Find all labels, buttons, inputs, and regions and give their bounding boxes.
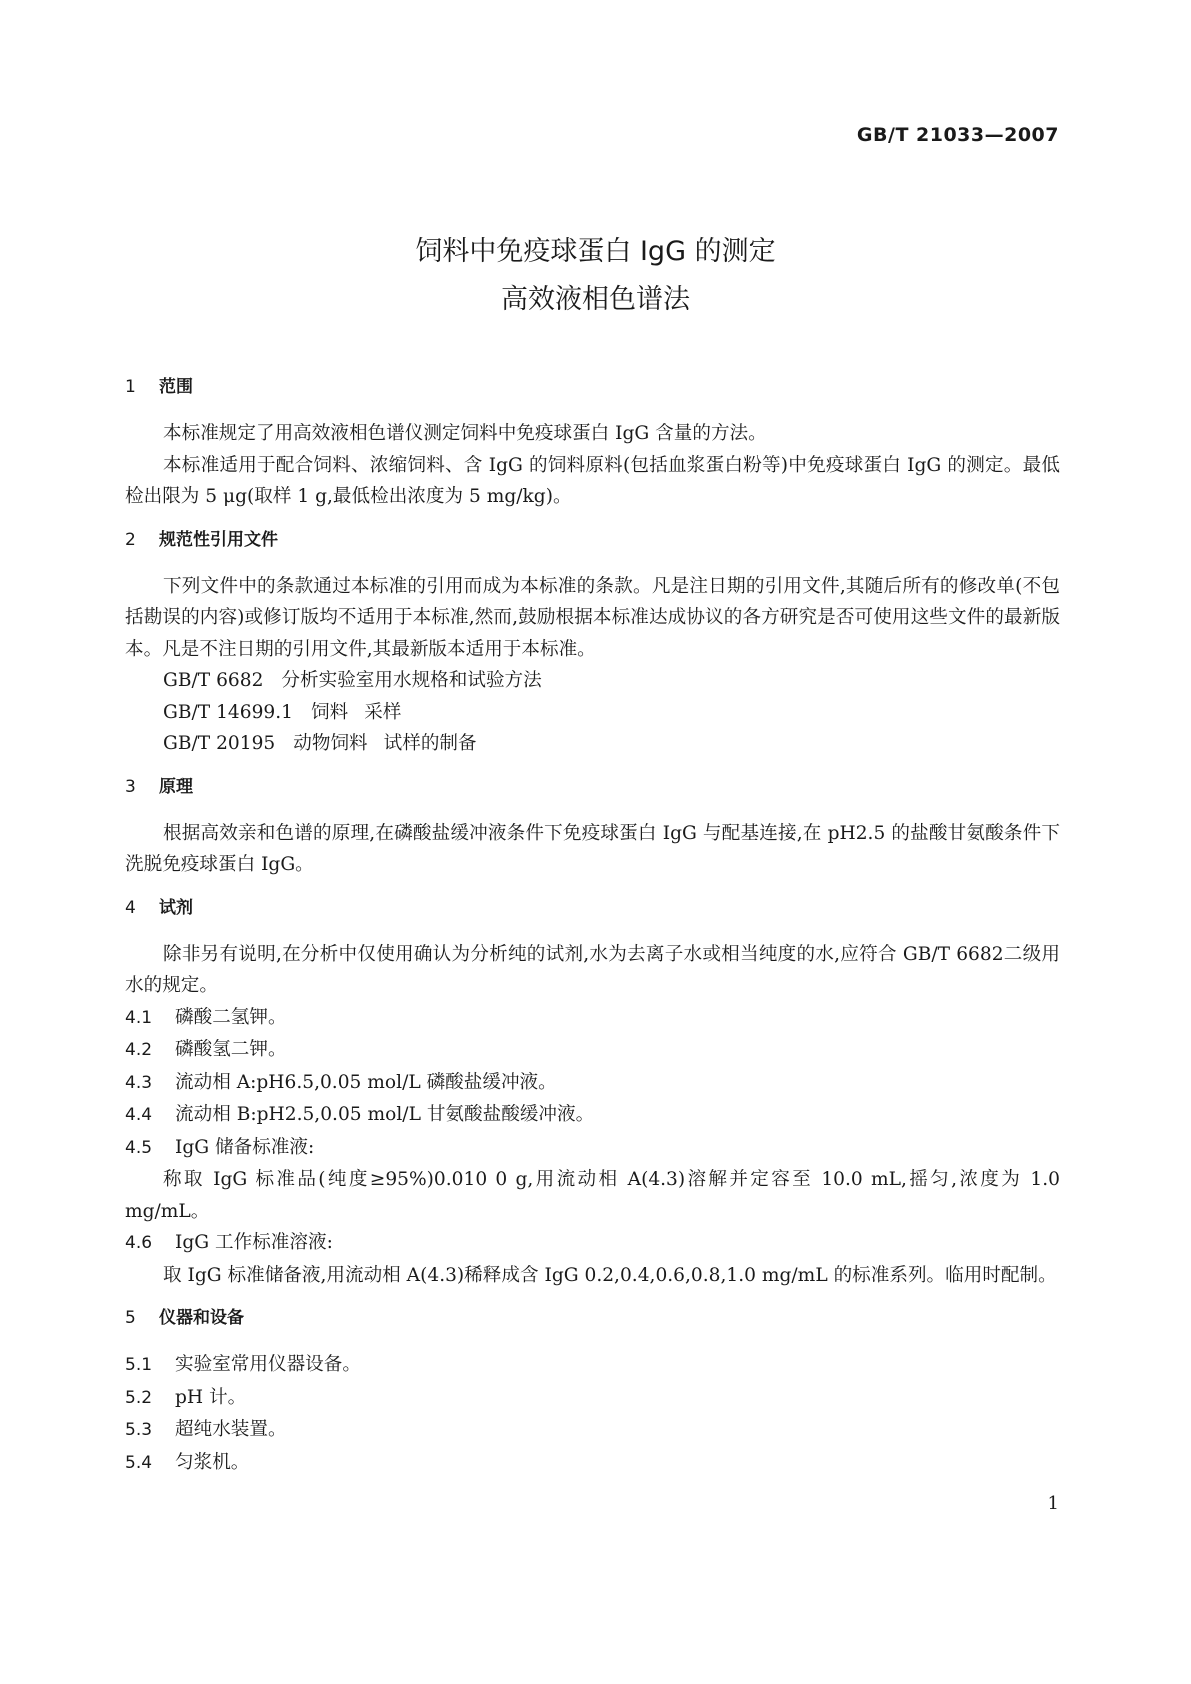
section-4-heading <box>125 893 1060 923</box>
section-1-heading <box>125 372 1060 402</box>
section-title: 规范性引用文件 <box>159 529 278 550</box>
section-5-heading <box>125 1303 1060 1333</box>
section-number: 1 <box>125 377 136 397</box>
item-number: 4.3 <box>125 1072 153 1093</box>
reference-title: 动物饲料 <box>293 733 368 754</box>
list-item <box>125 1034 1060 1067</box>
item-text: 流动相 A:pH6.5,0.05 mol/L 磷酸盐缓冲液。 <box>175 1071 557 1093</box>
section-1-paragraph-1: 本标准规定了用高效液相色谱仪测定饲料中免疫球蛋白 IgG 含量的方法。 <box>163 423 767 444</box>
section-2-heading <box>125 525 1060 555</box>
item-text: 磷酸氢二钾。 <box>175 1039 287 1060</box>
item-4-6-paragraph: 取 IgG 标准储备液,用流动相 A(4.3)稀释成含 IgG 0.2,0.4,0.6,0.8,1.0 mg/mL 的标准系列。临用时配制。 <box>163 1264 1057 1286</box>
section-1-paragraph-2: 本标准适用于配合饲料、浓缩饲料、含 IgG 的饲料原料(包括血浆蛋白粉等)中免疫球蛋白 IgG 的测定。最低检出限为 5 μg(取样 1 g,最低检出浓度为 5 mg/kg)。 <box>125 454 1060 507</box>
title-line-2: 高效液相色谱法 <box>501 284 690 315</box>
item-text: 磷酸二氢钾。 <box>175 1006 287 1028</box>
reference-item <box>125 728 1060 760</box>
item-number: 5.2 <box>125 1387 153 1408</box>
reference-item <box>125 697 1060 729</box>
list-item <box>125 1382 1060 1415</box>
list-item <box>125 1067 1060 1100</box>
list-item <box>125 1447 1060 1480</box>
item-text: IgG 储备标准液: <box>175 1136 315 1158</box>
item-text: 匀浆机。 <box>175 1451 250 1473</box>
section-title: 试剂 <box>159 897 193 918</box>
item-number: 4.4 <box>125 1105 153 1125</box>
list-item <box>125 1002 1060 1035</box>
item-number: 5.4 <box>125 1452 153 1473</box>
item-text: 超纯水装置。 <box>175 1419 287 1440</box>
section-3-heading <box>125 772 1060 802</box>
reference-subtitle: 采样 <box>364 701 402 723</box>
item-number: 4.5 <box>125 1137 153 1158</box>
reference-code: GB/T 14699.1 <box>163 701 293 723</box>
standard-code: GB/T 21033—2007 <box>856 124 1059 146</box>
section-title: 原理 <box>159 776 193 797</box>
section-2-paragraph-1: 下列文件中的条款通过本标准的引用而成为本标准的条款。凡是注日期的引用文件,其随后所有的修改单(不包括勘误的内容)或修订版均不适用于本标准,然而,鼓励根据本标准达成协议的各方研究是否可使用这些文件的最新版本。凡是不注日期的引用文件,其最新版本适用于本标准。 <box>125 575 1060 660</box>
item-number: 5.1 <box>125 1355 153 1375</box>
reference-item <box>125 665 1060 697</box>
item-text: IgG 工作标准溶液: <box>175 1232 333 1253</box>
item-number: 4.2 <box>125 1040 153 1060</box>
item-number: 4.6 <box>125 1233 153 1253</box>
reference-code: GB/T 20195 <box>163 733 276 754</box>
section-4-paragraph-1: 除非另有说明,在分析中仅使用确认为分析纯的试剂,水为去离子水或相当纯度的水,应符合 GB/T 6682二级用水的规定。 <box>125 943 1060 996</box>
title-line-1: 饲料中免疫球蛋白 IgG 的测定 <box>415 236 776 267</box>
item-text: 实验室常用仪器设备。 <box>175 1354 361 1375</box>
item-4-5-paragraph: 称取 IgG 标准品(纯度≥95%)0.010 0 g,用流动相 A(4.3)溶解并定容至 10.0 mL,摇匀,浓度为 1.0 mg/mL。 <box>125 1169 1060 1222</box>
section-3-paragraph-1: 根据高效亲和色谱的原理,在磷酸盐缓冲液条件下免疫球蛋白 IgG 与配基连接,在 pH2.5 的盐酸甘氨酸条件下洗脱免疫球蛋白 IgG。 <box>125 822 1060 875</box>
section-number: 2 <box>125 529 136 550</box>
section-number: 3 <box>125 776 136 797</box>
section-title: 仪器和设备 <box>159 1308 244 1328</box>
reference-title: 分析实验室用水规格和试验方法 <box>281 670 542 691</box>
list-item <box>125 1349 1060 1382</box>
page-number: 1 <box>1047 1493 1059 1514</box>
section-title: 范围 <box>159 377 193 397</box>
document-body <box>125 372 1060 1479</box>
item-text: pH 计。 <box>175 1386 247 1408</box>
list-item <box>125 1414 1060 1447</box>
item-number: 4.1 <box>125 1007 153 1028</box>
list-item <box>125 1132 1060 1165</box>
list-item <box>125 1227 1060 1260</box>
section-number: 5 <box>125 1308 136 1328</box>
item-text: 流动相 B:pH2.5,0.05 mol/L 甘氨酸盐酸缓冲液。 <box>175 1104 595 1125</box>
reference-code: GB/T 6682 <box>163 670 264 691</box>
reference-title: 饲料 <box>310 701 349 723</box>
item-number: 5.3 <box>125 1420 153 1440</box>
reference-subtitle: 试样的制备 <box>383 733 477 754</box>
list-item <box>125 1099 1060 1132</box>
section-number: 4 <box>125 897 136 918</box>
document-title <box>0 230 1191 322</box>
